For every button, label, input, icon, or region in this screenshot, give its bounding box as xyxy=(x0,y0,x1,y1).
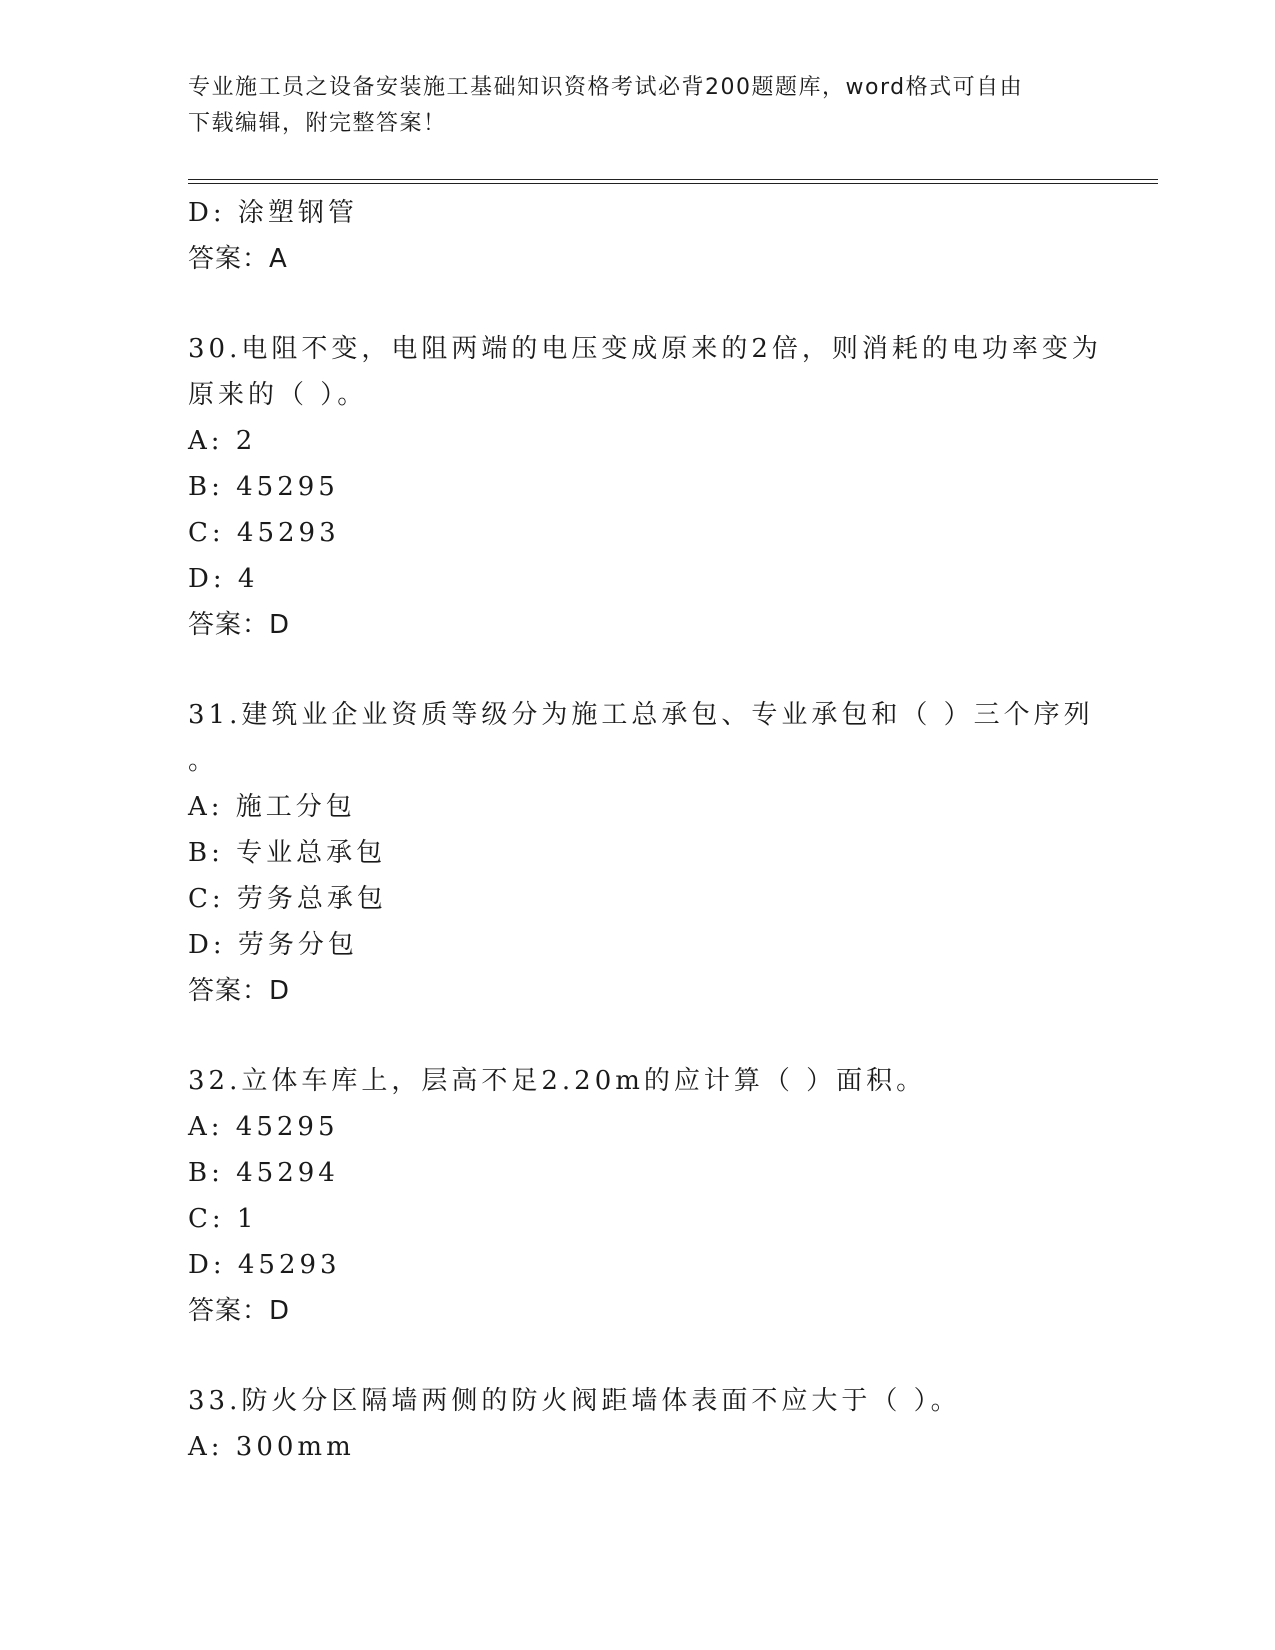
previous-answer: 答案：A xyxy=(188,244,288,274)
answer: 答案：D xyxy=(188,976,291,1006)
spacer xyxy=(188,1014,1088,1058)
spacer xyxy=(188,648,1088,692)
question-33 xyxy=(188,1378,1088,1470)
question-content xyxy=(188,190,1102,1470)
option-a: A: 施工分包 xyxy=(188,792,356,822)
option-a: A: 45295 xyxy=(188,1112,339,1142)
document-header xyxy=(188,70,1088,142)
spacer xyxy=(188,282,1088,326)
option-b: B: 45294 xyxy=(188,1158,339,1188)
option-a: A: 300mm xyxy=(188,1432,355,1462)
option-c: C: 45293 xyxy=(188,518,340,548)
option-d: D: 劳务分包 xyxy=(188,930,358,960)
header-line-2: 下载编辑，附完整答案！ xyxy=(188,111,447,136)
option-a: A: 2 xyxy=(188,426,257,456)
spacer xyxy=(188,1334,1088,1378)
option-d: D: 45293 xyxy=(188,1250,341,1280)
answer: 答案：D xyxy=(188,610,291,640)
question-text-line-1: 32.立体车库上，层高不足2.20m的应计算（ ）面积。 xyxy=(188,1066,927,1096)
option-b: B: 专业总承包 xyxy=(188,838,387,868)
question-text-line-1: 33.防火分区隔墙两侧的防火阀距墙体表面不应大于（ ）。 xyxy=(188,1386,961,1416)
question-30 xyxy=(188,326,1102,648)
question-text-line-1: 30.电阻不变，电阻两端的电压变成原来的2倍，则消耗的电功率变为 xyxy=(188,334,1102,364)
question-text-line-1: 31.建筑业企业资质等级分为施工总承包、专业承包和（ ）三个序列 xyxy=(188,700,1094,730)
answer: 答案：D xyxy=(188,1296,291,1326)
option-d: D: 4 xyxy=(188,564,259,594)
question-32 xyxy=(188,1058,1088,1334)
question-text-line-2: 原来的（ ）。 xyxy=(188,380,368,410)
previous-option-d: D: 涂塑钢管 xyxy=(188,198,358,228)
question-31 xyxy=(188,692,1094,1014)
option-b: B: 45295 xyxy=(188,472,339,502)
option-c: C: 劳务总承包 xyxy=(188,884,387,914)
header-line-1: 专业施工员之设备安装施工基础知识资格考试必背200题题库，word格式可自由 xyxy=(188,75,1024,100)
header-divider-top xyxy=(188,179,1158,180)
question-text-line-2: 。 xyxy=(188,746,219,776)
option-c: C: 1 xyxy=(188,1204,258,1234)
header-divider-bottom xyxy=(188,183,1158,184)
